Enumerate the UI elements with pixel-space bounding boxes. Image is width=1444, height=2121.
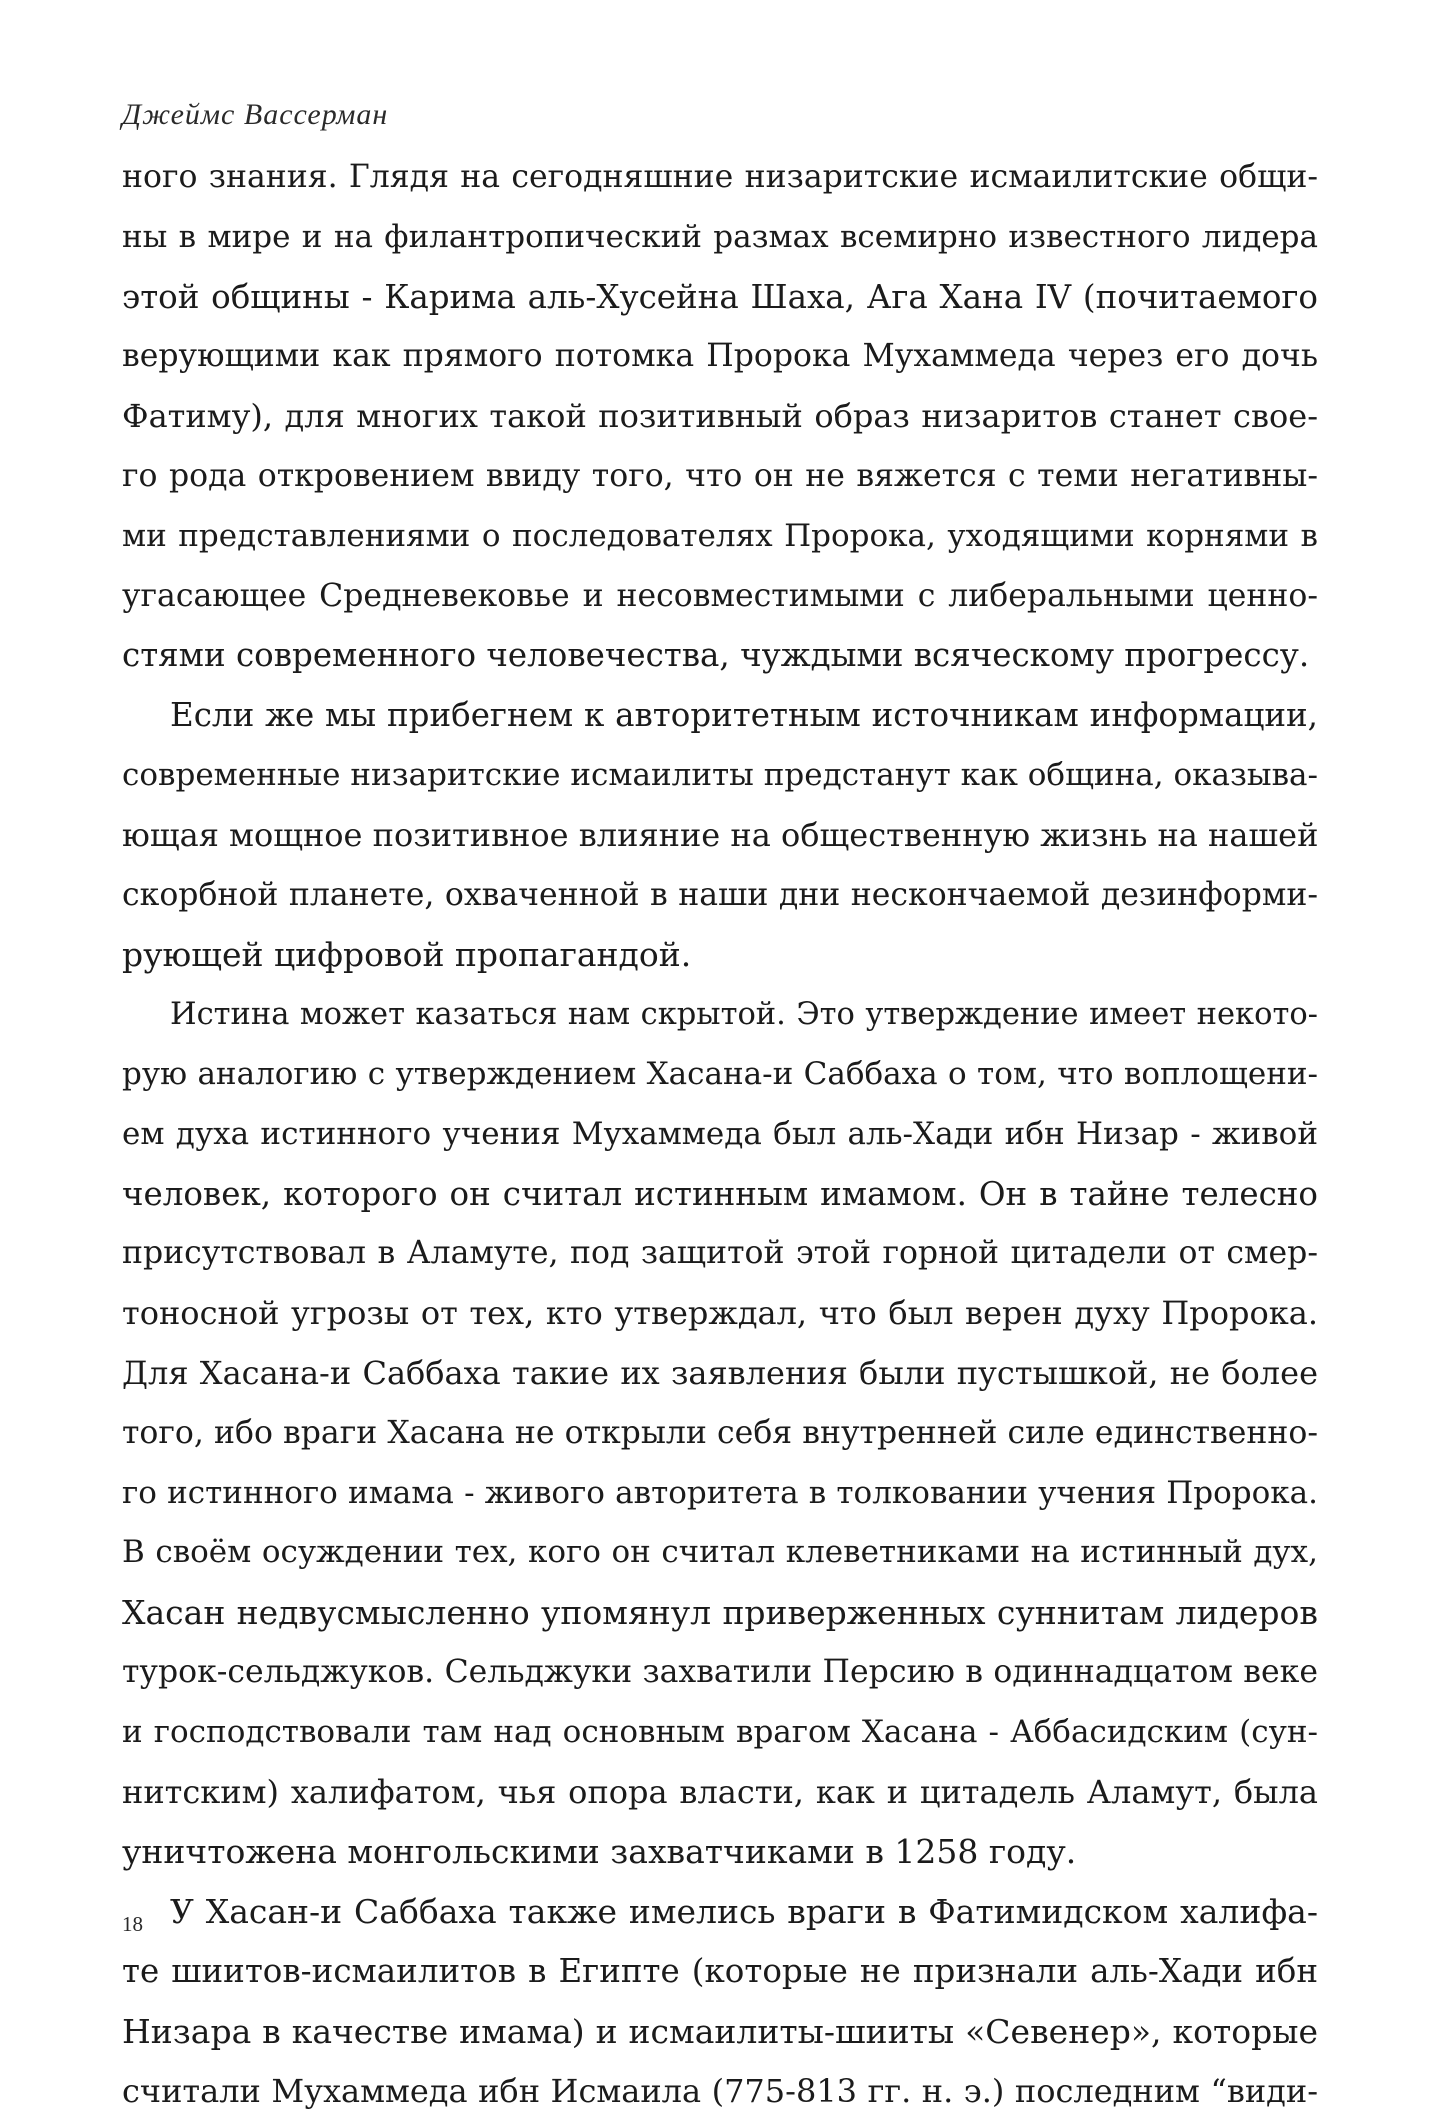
text-line: присутствовал в Аламуте, под защитой этой горной цитадели от смер-	[122, 1224, 1318, 1284]
page-number: 18	[122, 1912, 143, 1937]
text-line: ного знания. Глядя на сегодняшние низаритские исмаилитские общи-	[122, 148, 1318, 208]
text-line: современные низаритские исмаилиты предстанут как община, оказыва-	[122, 746, 1318, 806]
text-line: и господствовали там над основным врагом Хасана - Аббасидским (сун-	[122, 1703, 1318, 1763]
text-line: турок-сельджуков. Сельджуки захватили Персию в одиннадцатом веке	[122, 1643, 1318, 1703]
text-line: Фатиму), для многих такой позитивный образ низаритов станет свое-	[122, 387, 1318, 447]
text-line: скорбной планете, охваченной в наши дни нескончаемой дезинформи-	[122, 866, 1318, 926]
text-line: Низара в качестве имама) и исмаилиты-шииты «Севенер», которые	[122, 2002, 1318, 2062]
text-line: этой общины - Карима аль-Хусейна Шаха, Ага Хана IV (почитаемого	[122, 268, 1318, 328]
text-line: Если же мы прибегнем к авторитетным источникам информации,	[122, 686, 1318, 746]
text-line: У Хасан-и Саббаха также имелись враги в Фатимидском халифа-	[122, 1882, 1318, 1942]
text-line: считали Мухаммеда ибн Исмаила (775-813 гг. н. э.) последним “види-	[122, 2062, 1318, 2121]
text-line: Для Хасана-и Саббаха такие их заявления были пустышкой, не более	[122, 1344, 1318, 1404]
text-line: ны в мире и на филантропический размах всемирно известного лидера	[122, 208, 1318, 268]
text-line: тоносной угрозы от тех, кто утверждал, что был верен духу Пророка.	[122, 1284, 1318, 1344]
text-line: ющая мощное позитивное влияние на общественную жизнь на нашей	[122, 806, 1318, 866]
text-line: ем духа истинного учения Мухаммеда был аль-Хади ибн Низар - живой	[122, 1105, 1318, 1165]
text-line: го истинного имама - живого авторитета в толковании учения Пророка.	[122, 1464, 1318, 1524]
text-line: рую аналогию с утверждением Хасана-и Саббаха о том, что воплощени-	[122, 1045, 1318, 1105]
running-head: Джеймс Вассерман	[122, 98, 388, 132]
text-line: человек, которого он считал истинным имамом. Он в тайне телесно	[122, 1165, 1318, 1225]
text-line: Хасан недвусмысленно упомянул приверженных суннитам лидеров	[122, 1583, 1318, 1643]
text-line: того, ибо враги Хасана не открыли себя внутренней силе единственно-	[122, 1404, 1318, 1464]
text-line: стями современного человечества, чуждыми всяческому прогрессу.	[122, 626, 1318, 686]
text-line: угасающее Средневековье и несовместимыми с либеральными ценно-	[122, 567, 1318, 627]
text-line: те шиитов-исмаилитов в Египте (которые не признали аль-Хади ибн	[122, 1942, 1318, 2002]
text-line: верующими как прямого потомка Пророка Мухаммеда через его дочь	[122, 327, 1318, 387]
body-text	[122, 148, 1318, 2121]
text-line: нитским) халифатом, чья опора власти, как и цитадель Аламут, была	[122, 1763, 1318, 1823]
text-line: уничтожена монгольскими захватчиками в 1258 году.	[122, 1822, 1318, 1882]
text-line: го рода откровением ввиду того, что он не вяжется с теми негативны-	[122, 447, 1318, 507]
text-line: В своём осуждении тех, кого он считал клеветниками на истинный дух,	[122, 1523, 1318, 1583]
text-line: рующей цифровой пропагандой.	[122, 925, 1318, 985]
text-line: ми представлениями о последователях Пророка, уходящими корнями в	[122, 507, 1318, 567]
text-line: Истина может казаться нам скрытой. Это утверждение имеет некото-	[122, 985, 1318, 1045]
